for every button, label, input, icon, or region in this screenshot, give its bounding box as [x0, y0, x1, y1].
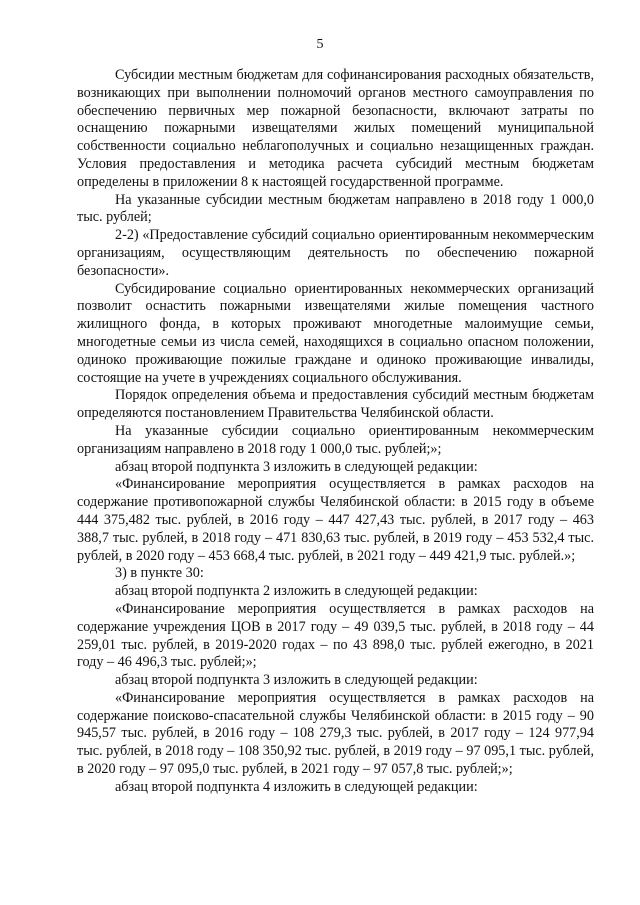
page-number: 5 — [316, 37, 324, 52]
paragraph-local-budgets-amount: На указанные субсидии местным бюджетам направлено в 2018 году 1 000,0 тыс. рублей; — [77, 191, 594, 226]
paragraph-point-30: 3) в пункте 30: — [115, 565, 204, 582]
paragraph-instruction-subitem-4: абзац второй подпункта 4 изложить в следующей редакции: — [115, 778, 478, 795]
document-body — [77, 67, 594, 797]
paragraph-procedure: Порядок определения объема и предоставления субсидий местным бюджетам определяются постановлением Правительства Челябинской области. — [77, 387, 594, 422]
paragraph-nko-subsidies: Субсидирование социально ориентированных некоммерческих организаций позволит оснастить пожарными извещателями жилые помещения частного жилищного фонда, в которых проживают многодетные малоимущие семьи, многодетные семьи из числа семей, находящихся в социально опасном положении, одиноко проживающие пожилые граждане и одиноко проживающие инвалиды, состоящие на учете в учреждениях социального обслуживания. — [77, 280, 594, 386]
paragraph-tsov-financing: «Финансирование мероприятия осуществляется в рамках расходов на содержание учреждения ЦОВ в 2017 году – 49 039,5 тыс. рублей, в 2018 году – 44 259,01 тыс. рублей, в 2019-2020 годах – по 43 898,0 тыс. рублей ежегодно, в 2021 году – 46 496,3 тыс. рублей;»; — [77, 600, 594, 671]
paragraph-nko-amount: На указанные субсидии социально ориентированным некоммерческим организациям направлено в 2018 году 1 000,0 тыс. рублей;»; — [77, 422, 594, 457]
paragraph-rescue-service-financing: «Финансирование мероприятия осуществляется в рамках расходов на содержание поисково-спасательной службы Челябинской области: в 2015 году – 90 945,57 тыс. рублей, в 2016 году – 108 279,3 тыс. рублей, в 2017 году – 124 977,94 тыс. рублей, в 2018 году – 108 350,92 тыс. рублей, в 2019 году – 97 095,1 тыс. рублей, в 2020 году – 97 095,0 тыс. рублей, в 2021 году – 97 057,8 тыс. рублей;»; — [77, 689, 594, 778]
paragraph-item-2-2-title: 2-2) «Предоставление субсидий социально ориентированным некоммерческим организациям, осуществляющим деятельность по обеспечению пожарной безопасности». — [77, 227, 594, 279]
paragraph-subsidies-local-budgets: Субсидии местным бюджетам для софинансирования расходных обязательств, возникающих при выполнении полномочий органов местного самоуправления по обеспечению первичных мер пожарной безопасности, включают затраты по оснащению пожарными извещателями жилых помещений муниципальной собственности социально неблагополучных и социально незащищенных граждан. Условия предоставления и методика расчета субсидий местным бюджетам определены в приложении 8 к настоящей государственной программе. — [77, 67, 594, 190]
paragraph-fire-service-financing: «Финансирование мероприятия осуществляется в рамках расходов на содержание противопожарной службы Челябинской области: в 2015 году в объеме 444 375,482 тыс. рублей, в 2016 году – 447 427,43 тыс. рублей, в 2017 году – 463 388,7 тыс. рублей, в 2018 году – 471 830,63 тыс. рублей, в 2019 году – 453 532,4 тыс. рублей, в 2020 году – 453 668,4 тыс. рублей, в 2021 году – 449 421,9 тыс. рублей.»; — [77, 476, 594, 564]
paragraph-instruction-subitem-3: абзац второй подпункта 3 изложить в следующей редакции: — [115, 458, 478, 475]
paragraph-instruction-subitem-3-b: абзац второй подпункта 3 изложить в следующей редакции: — [115, 672, 478, 689]
paragraph-instruction-subitem-2: абзац второй подпункта 2 изложить в следующей редакции: — [115, 583, 478, 600]
